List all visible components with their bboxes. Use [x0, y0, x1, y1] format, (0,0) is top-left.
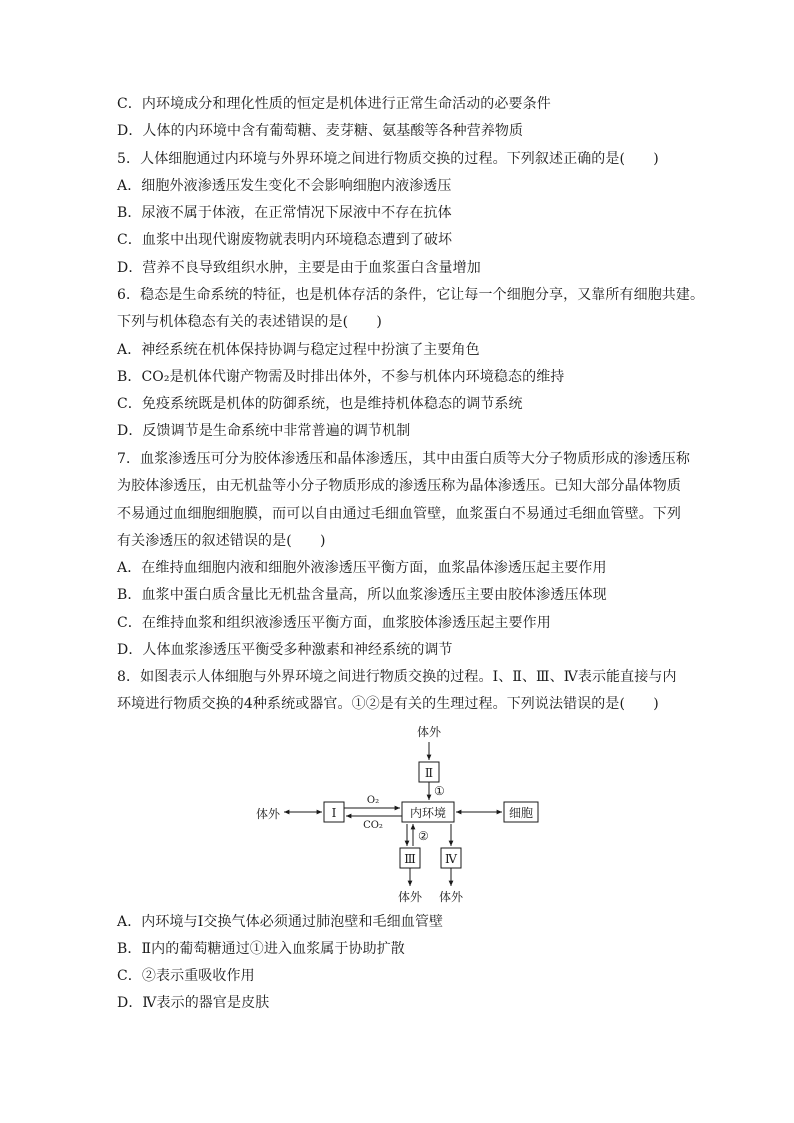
q6-stem-line1: 6．稳态是生命系统的特征，也是机体存活的条件，它让每一个细胞分享，又靠所有细胞共建。 — [117, 287, 705, 303]
internal-env-label: 内环境 — [409, 806, 447, 820]
q7-option-b: B．血浆中蛋白质含量比无机盐含量高，所以血浆渗透压主要由胶体渗透压体现 — [117, 587, 607, 603]
q5-option-b: B．尿液不属于体液，在正常情况下尿液中不存在抗体 — [117, 205, 452, 221]
outside-bottom-1-label: 体外 — [397, 890, 423, 904]
q6-option-a: A．神经系统在机体保持协调与稳定过程中扮演了主要角色 — [117, 342, 480, 358]
q7-option-c: C．在维持血浆和组织液渗透压平衡方面，血浆胶体渗透压起主要作用 — [117, 615, 551, 631]
q7-stem-line1: 7．血浆渗透压可分为胶体渗透压和晶体渗透压，其中由蛋白质等大分子物质形成的渗透压称 — [117, 451, 691, 467]
o2-label: O₂ — [366, 795, 380, 806]
q5-option-a: A．细胞外液渗透压发生变化不会影响细胞内液渗透压 — [117, 178, 452, 194]
q7-option-d: D．人体血浆渗透压平衡受多种激素和神经系统的调节 — [117, 642, 453, 658]
exchange-diagram — [240, 720, 560, 910]
q6-option-b: B．CO₂是机体代谢产物需及时排出体外，不参与机体内环境稳态的维持 — [117, 369, 565, 385]
q8-stem-line1: 8．如图表示人体细胞与外界环境之间进行物质交换的过程。Ⅰ、Ⅱ、Ⅲ、Ⅳ表示能直接与内 — [117, 669, 677, 685]
cell-label: 细胞 — [508, 806, 534, 820]
q8-option-b: B．Ⅱ内的葡萄糖通过①进入血浆属于协助扩散 — [117, 941, 405, 957]
outside-bottom-2-label: 体外 — [438, 890, 464, 904]
q7-stem-line3: 不易通过血细胞细胞膜，而可以自由通过毛细血管壁，血浆蛋白不易通过毛细血管壁。下列 — [117, 506, 681, 522]
q6-option-d: D．反馈调节是生命系统中非常普遍的调节机制 — [117, 423, 411, 439]
q5-option-c: C．血浆中出现代谢废物就表明内环境稳态遭到了破坏 — [117, 232, 453, 248]
outside-left-label: 体外 — [256, 807, 281, 821]
q8-stem-line2: 环境进行物质交换的4种系统或器官。①②是有关的生理过程。下列说法错误的是( ) — [117, 696, 659, 712]
q8-option-c: C．②表示重吸收作用 — [117, 968, 255, 984]
q6-option-c: C．免疫系统既是机体的防御系统，也是维持机体稳态的调节系统 — [117, 396, 523, 412]
process-2-label: ② — [418, 829, 429, 843]
q8-option-d: D．Ⅳ表示的器官是皮肤 — [117, 995, 270, 1011]
box-i-label: Ⅰ — [331, 806, 337, 820]
box-iii-label: Ⅲ — [404, 852, 416, 866]
co2-label: CO₂ — [363, 820, 383, 831]
q8-option-a: A．内环境与Ⅰ交换气体必须通过肺泡壁和毛细血管壁 — [117, 914, 444, 930]
box-ii-label: Ⅱ — [424, 766, 434, 780]
q7-option-a: A．在维持血细胞内液和细胞外液渗透压平衡方面，血浆晶体渗透压起主要作用 — [117, 560, 607, 576]
q7-stem-line4: 有关渗透压的叙述错误的是( ) — [117, 533, 326, 549]
process-1-label: ① — [434, 784, 445, 798]
q5-stem: 5．人体细胞通过内环境与外界环境之间进行物质交换的过程。下列叙述正确的是( ) — [117, 151, 659, 167]
q4-option-c: C．内环境成分和理化性质的恒定是机体进行正常生命活动的必要条件 — [117, 96, 551, 112]
q5-option-d: D．营养不良导致组织水肿，主要是由于血浆蛋白含量增加 — [117, 260, 481, 276]
outside-top-label: 体外 — [416, 725, 442, 739]
q6-stem-line2: 下列与机体稳态有关的表述错误的是( ) — [117, 314, 382, 330]
q4-option-d: D．人体的内环境中含有葡萄糖、麦芽糖、氨基酸等各种营养物质 — [117, 123, 524, 139]
q7-stem-line2: 为胶体渗透压，由无机盐等小分子物质形成的渗透压称为晶体渗透压。已知大部分晶体物质 — [117, 478, 681, 494]
box-iv-label: Ⅳ — [445, 852, 457, 866]
